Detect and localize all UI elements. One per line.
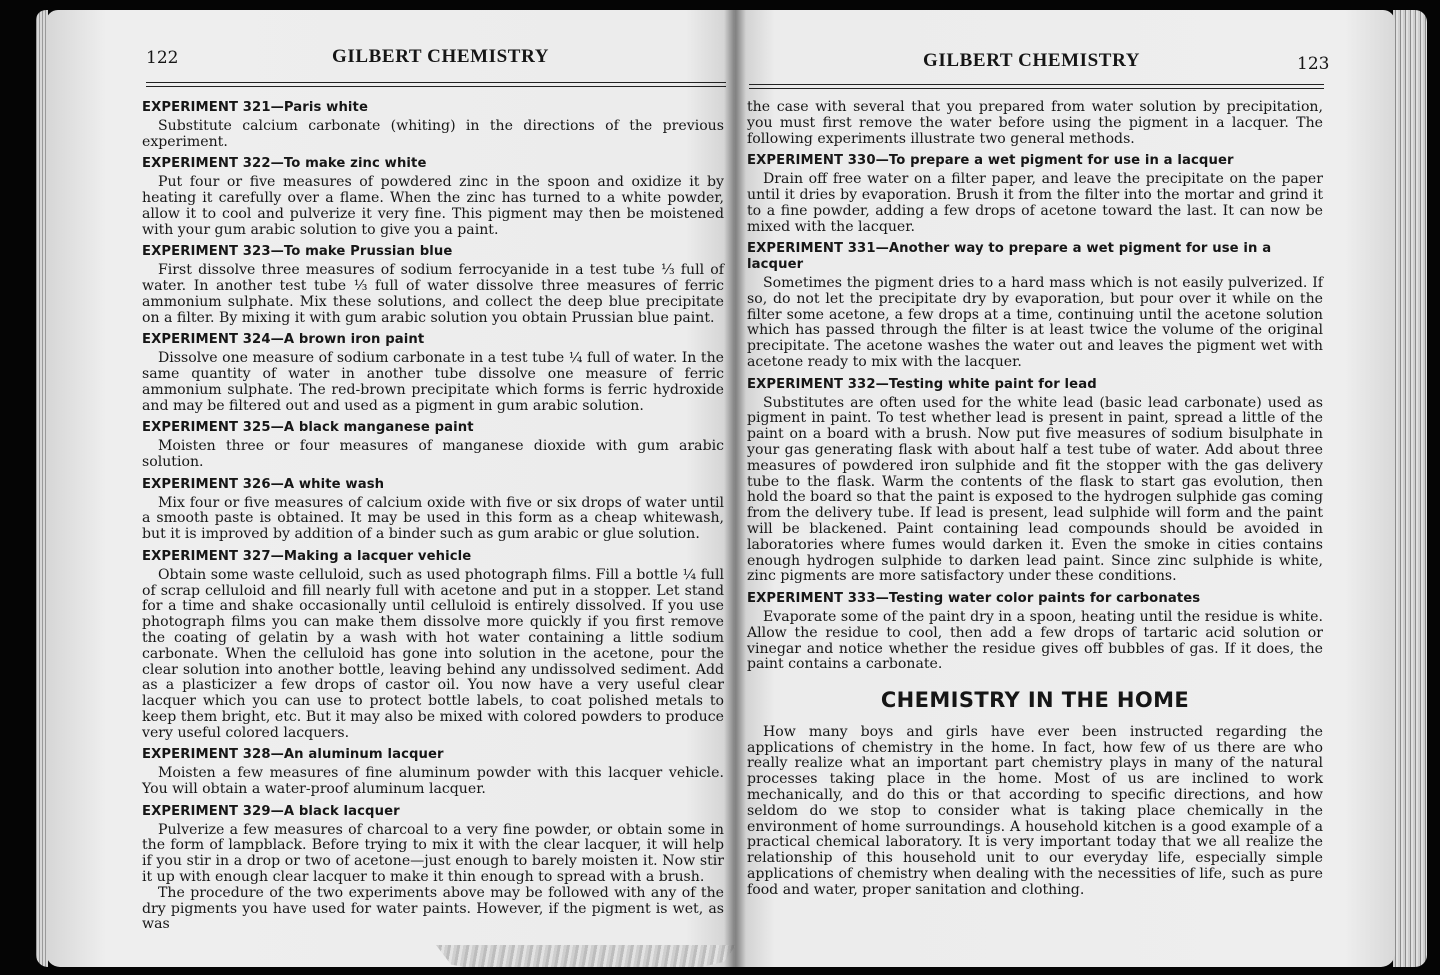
- experiment-heading: EXPERIMENT 330—To prepare a wet pigment for use in a lacquer: [747, 153, 1234, 169]
- section-paragraph: How many boys and girls have ever been instructed regarding the applications of chemistry in the home. In fact, how few of us there are who really realize what an important part chemistry plays in many of the natural processes taking place in the home. Most of us are inclined to work mechanically, and do this or that according to specific directions, and how seldom do we stop to consider what is taking place chemically in the environment of home surroundings. A household kitchen is a good example of a practical chemical laboratory. It is very important today that we all realize the relationship of this household unit to our everyday life, especially simple applications of chemistry when dealing with the necessities of life, such as pure food and water, proper sanitation and clothing.: [747, 723, 1323, 898]
- section-title: CHEMISTRY IN THE HOME: [880, 688, 1190, 713]
- left-page-text: [142, 94, 724, 933]
- right-running-head: [735, 40, 1395, 74]
- experiment-heading: EXPERIMENT 329—A black lacquer: [142, 803, 400, 819]
- experiment-paragraph: Moisten a few measures of fine aluminum powder with this lacquer vehicle. You will obtain a water-proof aluminum lacquer.: [142, 765, 724, 798]
- experiment-block: [142, 156, 724, 238]
- experiment-heading: EXPERIMENT 333—Testing water color paints for carbonates: [747, 591, 1201, 607]
- experiment-block: [142, 100, 724, 150]
- experiment-block: [142, 420, 724, 470]
- experiment-block: [142, 549, 724, 742]
- experiment-paragraph: Moisten three or four measures of manganese dioxide with gum arabic solution.: [142, 438, 724, 470]
- experiment-heading: EXPERIMENT 328—An aluminum lacquer: [142, 747, 444, 763]
- header-rule-bottom-left: [146, 86, 726, 87]
- right-page-edges: [1393, 10, 1427, 967]
- experiment-block: [142, 804, 724, 933]
- experiment-heading: EXPERIMENT 325—A black manganese paint: [142, 420, 474, 436]
- experiment-paragraph: Obtain some waste celluloid, such as used photograph films. Fill a bottle ¼ full of scrap celluloid and fill nearly full with acetone and put in a stopper. Let stand for a time and shake occasionally until celluloid is entirely dissolved. If you use photograph films you can make them dissolve more quickly if you first remove the coating of gelatin by a wash with hot water containing a little sodium carbonate. When the celluloid has gone into solution in the acetone, pour the clear solution into another bottle, leaving behind any undissolved sediment. Add as a plasticizer a few drops of castor oil. You now have a very useful clear lacquer which you can use to protect bottle labels, to coat polished metals to keep them bright, etc. But it may also be mixed with colored powders to produce very useful colored lacquers.: [142, 566, 724, 741]
- running-head-title-left: GILBERT CHEMISTRY: [332, 46, 550, 67]
- experiment-heading: EXPERIMENT 322—To make zinc white: [142, 156, 427, 172]
- experiment-block: [747, 377, 1323, 585]
- experiment-paragraph: Mix four or five measures of calcium oxide with five or six drops of water until a smooth paste is obtained. It may be used in this form as a cheap whitewash, but it is improved by addition of a binder such as gum arabic or glue solution.: [142, 494, 724, 543]
- experiment-paragraph: Pulverize a few measures of charcoal to a very fine powder, or obtain some in the form of lampblack. Before trying to mix it with the clear lacquer, it will help if you stir in a drop or two of acetone—just enough to barely moisten it. Now stir it up with enough clear lacquer to make it thin enough to spread with a brush.: [142, 821, 724, 886]
- experiment-block: [142, 747, 724, 797]
- experiment-paragraph: Dissolve one measure of sodium carbonate in a test tube ¼ full of water. In the same quantity of water in another tube dissolve one measure of ferric ammonium sulphate. The red-brown precipitate which forms is ferric hydroxide and may be filtered out and used as a pigment in gum arabic solution.: [142, 350, 724, 414]
- right-page: [735, 10, 1395, 967]
- continued-paragraph: the case with several that you prepared from water solution by precipitation, you must first remove the water before using the pigment in a lacquer. The following experiments illustrate two general methods.: [747, 99, 1323, 147]
- experiment-heading: EXPERIMENT 327—Making a lacquer vehicle: [142, 548, 472, 564]
- left-page: [46, 10, 735, 967]
- experiment-paragraph: The procedure of the two experiments above may be followed with any of the dry pigments you have used for water paints. However, if the pigment is wet, as was: [142, 884, 724, 933]
- header-rule-bottom-right: [749, 88, 1324, 89]
- experiment-block: [142, 477, 724, 543]
- experiment-paragraph: Substitutes are often used for the white lead (basic lead carbonate) used as pigment in paint. To test whether lead is present in paint, spread a little of the paint on a board with a brush. Now put five measures of sodium bisulphate in your gas generating flask with about half a test tube of water. Add about three measures of powdered iron sulphide and fit the stopper with the gas delivery tube to the flask. Warm the contents of the flask to start gas evolution, then hold the board so that the paint is exposed to the hydrogen sulphide gas coming from the delivery tube. If lead is present, lead sulphide will form and the paint will be blackened. Paint containing lead compounds should be avoided in laboratories where fumes would darken it. Even the smoke in cities contains enough hydrogen sulphide to darken lead paint. Since zinc sulphide is white, zinc pigments are more satisfactory under these conditions.: [747, 394, 1323, 585]
- experiment-paragraph: Substitute calcium carbonate (whiting) in the directions of the previous experiment.: [142, 117, 724, 150]
- experiment-block: [747, 153, 1323, 235]
- experiment-heading: EXPERIMENT 331—Another way to prepare a wet pigment for use in a lacquer: [747, 241, 1272, 273]
- experiment-heading: EXPERIMENT 332—Testing white paint for lead: [747, 376, 1097, 392]
- experiment-heading: EXPERIMENT 324—A brown iron paint: [142, 332, 425, 348]
- experiment-paragraph: Drain off free water on a filter paper, and leave the precipitate on the paper until it dries by evaporation. Brush it from the filter into the mortar and grind it to a fine powder, adding a few drops of acetone toward the last. It can now be mixed with the lacquer.: [747, 171, 1323, 235]
- right-page-text: [747, 100, 1323, 899]
- experiment-heading: EXPERIMENT 326—A white wash: [142, 476, 385, 492]
- experiment-paragraph: Sometimes the pigment dries to a hard mass which is not easily pulverized. If so, do not let the precipitate dry by evaporation, but pour over it while on the filter some acetone, a few drops at a time, continuing until the acetone solution which has passed through the filter is at least twice the volume of the original precipitate. The acetone washes the water out and leaves the pigment wet with acetone ready to mix with the lacquer.: [747, 274, 1323, 370]
- header-rule-top-left: [146, 82, 726, 83]
- right-experiments: [747, 153, 1323, 673]
- experiment-paragraph: First dissolve three measures of sodium ferrocyanide in a test tube ⅓ full of water. In another test tube ⅓ full of water dissolve three measures of ferric ammonium sulphate. Mix these solutions, and collect the deep blue precipitate on a filter. By mixing it with gum arabic solution you obtain Prussian blue paint.: [142, 262, 724, 326]
- experiment-heading: EXPERIMENT 323—To make Prussian blue: [142, 244, 453, 260]
- experiment-block: [142, 332, 724, 414]
- page-number-right: 123: [1297, 54, 1330, 74]
- header-rule-top-right: [749, 84, 1324, 85]
- experiment-block: [747, 241, 1323, 370]
- experiment-block: [142, 244, 724, 326]
- experiment-heading: EXPERIMENT 321—Paris white: [142, 100, 368, 115]
- page-number-left: 122: [146, 48, 179, 68]
- experiment-paragraph: Put four or five measures of powdered zinc in the spoon and oxidize it by heating it carefully over a flame. When the zinc has turned to a white powder, allow it to cool and pulverize it very fine. This pigment may then be moistened with your gum arabic solution to give you a paint.: [142, 174, 724, 238]
- running-head-title-right: GILBERT CHEMISTRY: [923, 50, 1141, 71]
- experiment-block: [747, 591, 1323, 673]
- torn-paper-scrap: [436, 945, 735, 967]
- left-running-head: [46, 40, 735, 74]
- experiment-paragraph: Evaporate some of the paint dry in a spoon, heating until the residue is white. Allow the residue to cool, then add a few drops of tartaric acid solution or vinegar and notice whether the residue gives off bubbles of gas. If it does, the paint contains a carbonate.: [747, 608, 1323, 673]
